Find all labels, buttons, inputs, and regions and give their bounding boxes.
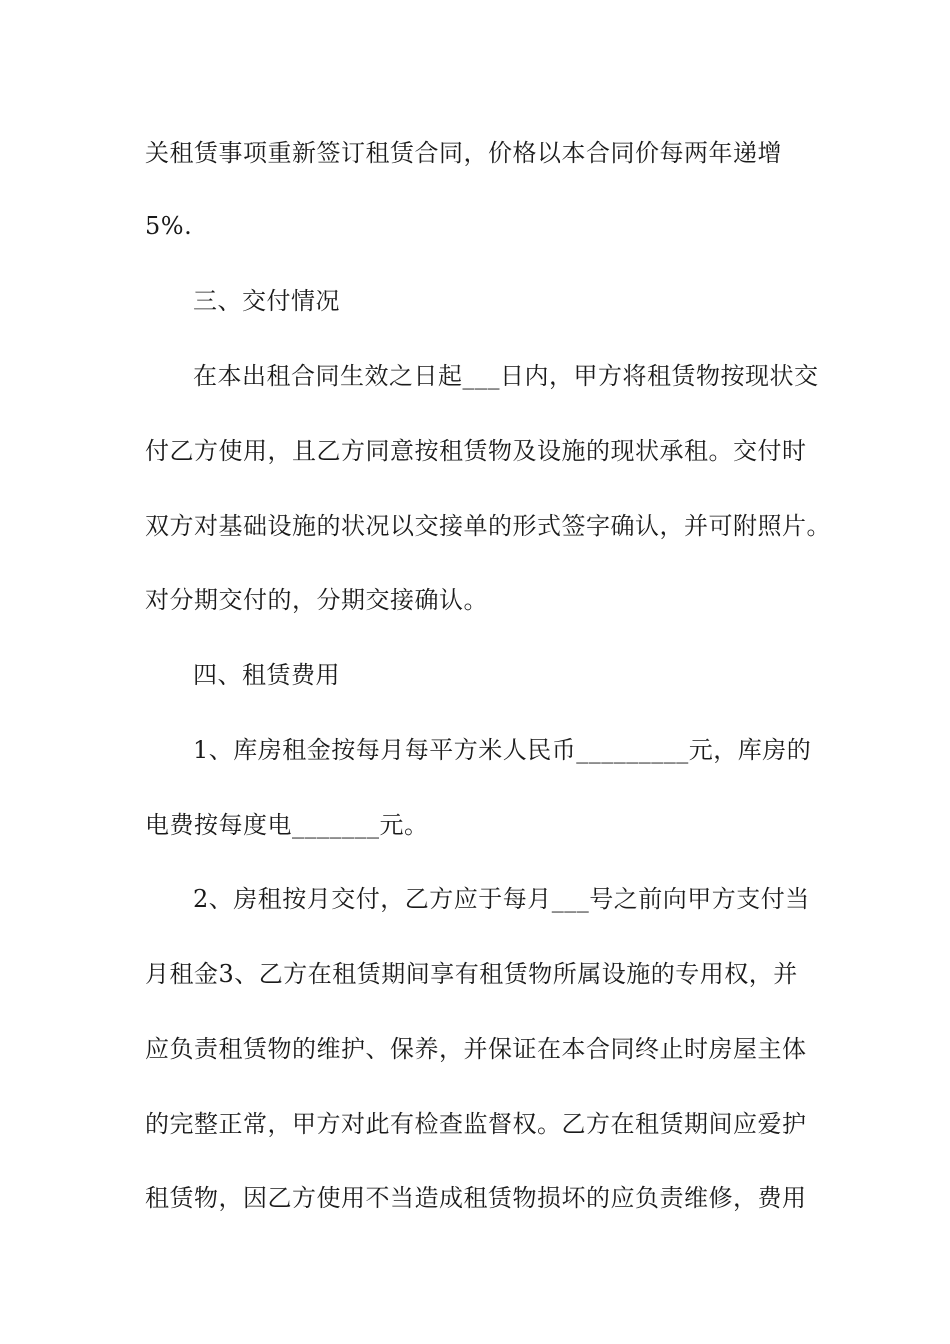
- text-line: 电费按每度电_______元。: [145, 811, 429, 839]
- section-heading-rental-fees: 四、租赁费用: [193, 661, 340, 689]
- text-line: 1、库房租金按每月每平方米人民币_________元，库房的: [193, 736, 812, 764]
- text-line: 关租赁事项重新签订租赁合同，价格以本合同价每两年递增: [145, 139, 782, 167]
- text-line: 在本出租合同生效之日起___日内，甲方将租赁物按现状交: [193, 362, 819, 390]
- text-line: 双方对基础设施的状况以交接单的形式签字确认，并可附照片。: [145, 512, 831, 540]
- text-line: 5%.: [145, 212, 193, 240]
- section-heading-delivery: 三、交付情况: [193, 287, 340, 315]
- text-line: 付乙方使用，且乙方同意按租赁物及设施的现状承租。交付时: [145, 437, 807, 465]
- text-line: 月租金3、乙方在租赁期间享有租赁物所属设施的专用权，并: [145, 960, 798, 988]
- text-line: 应负责租赁物的维护、保养，并保证在本合同终止时房屋主体: [145, 1035, 807, 1063]
- text-line: 的完整正常，甲方对此有检查监督权。乙方在租赁期间应爱护: [145, 1110, 807, 1138]
- text-line: 租赁物，因乙方使用不当造成租赁物损坏的应负责维修，费用: [145, 1184, 807, 1212]
- text-line: 2、房租按月交付，乙方应于每月___号之前向甲方支付当: [193, 885, 810, 913]
- text-line: 对分期交付的，分期交接确认。: [145, 586, 488, 614]
